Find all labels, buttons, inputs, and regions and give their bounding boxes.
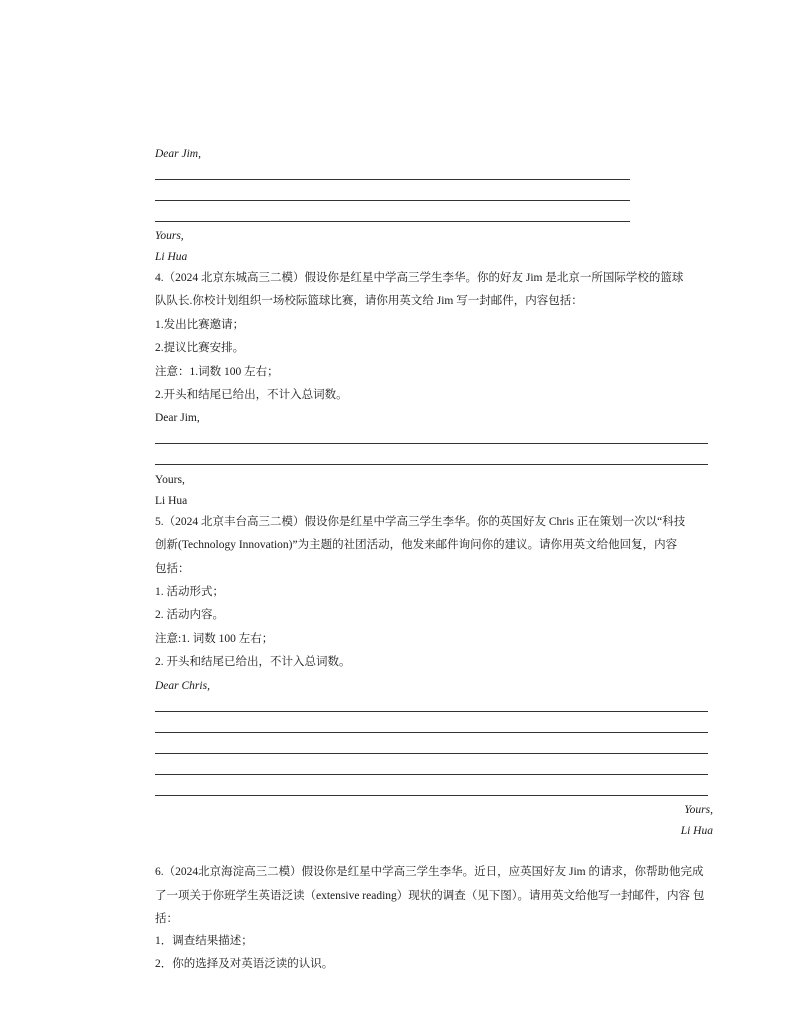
- letter3-signature: Li Hua: [155, 251, 188, 263]
- q4-salutation: Dear Jim,: [155, 412, 200, 424]
- q5-item-1: 1. 活动形式；: [155, 586, 224, 598]
- answer-line: [155, 464, 708, 465]
- answer-line: [155, 732, 708, 733]
- q5-signature: Li Hua: [680, 825, 713, 837]
- q6-item-1: 1．调查结果描述；: [155, 935, 253, 947]
- q5-note-2: 2. 开头和结尾已给出，不计入总词数。: [155, 656, 351, 668]
- answer-line: [155, 774, 708, 775]
- q6-prompt-line-1: 6.（2024北京海淀高三二模）假设你是红星中学高三学生李华。近日，应英国好友 Jim 的请求，你帮助他完成: [155, 866, 704, 878]
- q4-note-1: 注意：1.词数 100 左右；: [155, 366, 279, 378]
- answer-line: [155, 711, 708, 712]
- q5-salutation: Dear Chris,: [155, 680, 210, 692]
- letter3-salutation: Dear Jim,: [155, 148, 201, 160]
- q4-note-2: 2.开头和结尾已给出，不计入总词数。: [155, 389, 348, 401]
- q5-prompt-line-1: 5.（2024 北京丰台高三二模）假设你是红星中学高三学生李华。你的英国好友 Chris 正在策划一次以“科技: [155, 516, 686, 528]
- q5-prompt-line-3: 包括：: [155, 563, 190, 575]
- q4-closing: Yours,: [155, 474, 185, 486]
- q5-item-2: 2. 活动内容。: [155, 609, 224, 621]
- q4-item-1: 1.发出比赛邀请；: [155, 319, 245, 331]
- q4-item-2: 2.提议比赛安排。: [155, 342, 245, 354]
- answer-line: [155, 795, 708, 796]
- q4-signature: Li Hua: [155, 495, 188, 507]
- answer-line: [155, 200, 630, 201]
- q6-prompt-line-2: 了一项关于你班学生英语泛读（extensive reading）现状的调查（见下图）。请用英文给他写一封邮件，内容 包: [155, 890, 705, 902]
- answer-line: [155, 443, 708, 444]
- answer-line: [155, 753, 708, 754]
- q6-prompt-line-3: 括：: [155, 913, 178, 925]
- q5-note-1: 注意:1. 词数 100 左右；: [155, 633, 274, 645]
- letter3-closing: Yours,: [155, 230, 184, 242]
- q5-closing: Yours,: [684, 804, 713, 816]
- answer-line: [155, 179, 630, 180]
- q4-prompt-line-2: 队队长.你校计划组织一场校际篮球比赛，请你用英文给 Jim 写一封邮件，内容包括：: [155, 295, 583, 307]
- q5-prompt-line-2: 创新(Technology Innovation)”为主题的社团活动，他发来邮件询问你的建议。请你用英文给他回复，内容: [155, 539, 678, 551]
- answer-line: [155, 221, 630, 222]
- q4-prompt-line-1: 4.（2024 北京东城高三二模）假设你是红星中学高三学生李华。你的好友 Jim 是北京一所国际学校的篮球: [155, 272, 684, 284]
- q6-item-2: 2．你的选择及对英语泛读的认识。: [155, 958, 334, 970]
